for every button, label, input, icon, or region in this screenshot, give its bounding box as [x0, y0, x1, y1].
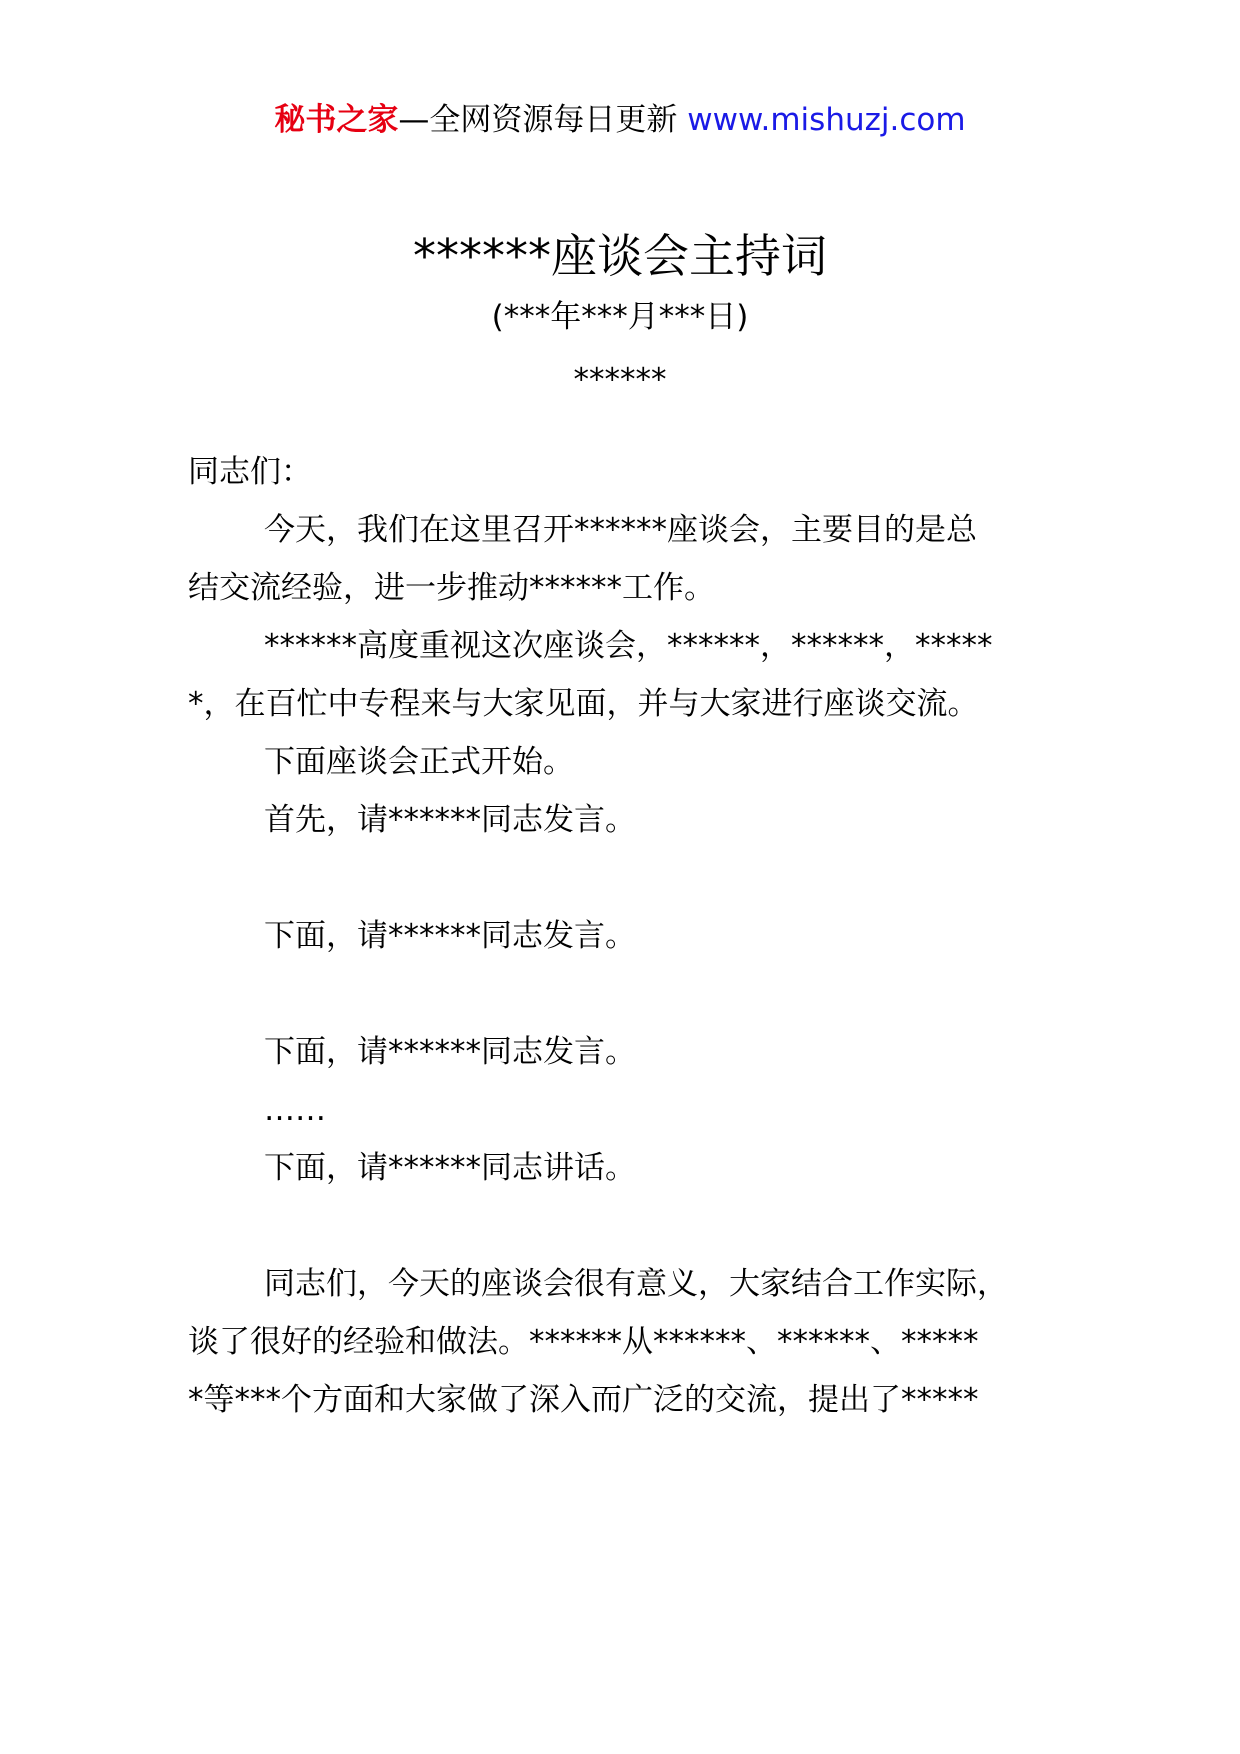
body-line: 下面，请******同志发言。 [264, 1034, 636, 1070]
body-line: 今天，我们在这里召开******座谈会，主要目的是总 [264, 512, 977, 548]
body-line: *等***个方面和大家做了深入而广泛的交流，提出了***** [188, 1382, 979, 1418]
body-line: 同志们： [188, 454, 312, 490]
body-line: ******高度重视这次座谈会，******，******，***** [264, 628, 993, 664]
body-line: 同志们，今天的座谈会很有意义，大家结合工作实际， [264, 1266, 1008, 1302]
body-line: 谈了很好的经验和做法。******从******、******、***** [188, 1324, 979, 1360]
body-line: 结交流经验，进一步推动******工作。 [188, 570, 715, 606]
site-url-link[interactable]: www.mishuzj.com [687, 102, 966, 138]
body-line: 下面座谈会正式开始。 [264, 744, 574, 780]
document-title: ******座谈会主持词 [413, 229, 827, 283]
body-line: 首先，请******同志发言。 [264, 802, 636, 838]
body-line: 下面，请******同志发言。 [264, 918, 636, 954]
header-slogan: —全网资源每日更新 [398, 102, 688, 138]
body-line: 下面，请******同志讲话。 [264, 1150, 636, 1186]
document-date: (***年***月***日) [491, 299, 749, 335]
body-line: *，在百忙中专程来与大家见面，并与大家进行座谈交流。 [188, 686, 979, 722]
site-header [0, 100, 1240, 140]
body-line: …… [264, 1092, 326, 1128]
document-speaker: ****** [573, 362, 667, 398]
brand-name: 秘书之家 [274, 102, 399, 138]
